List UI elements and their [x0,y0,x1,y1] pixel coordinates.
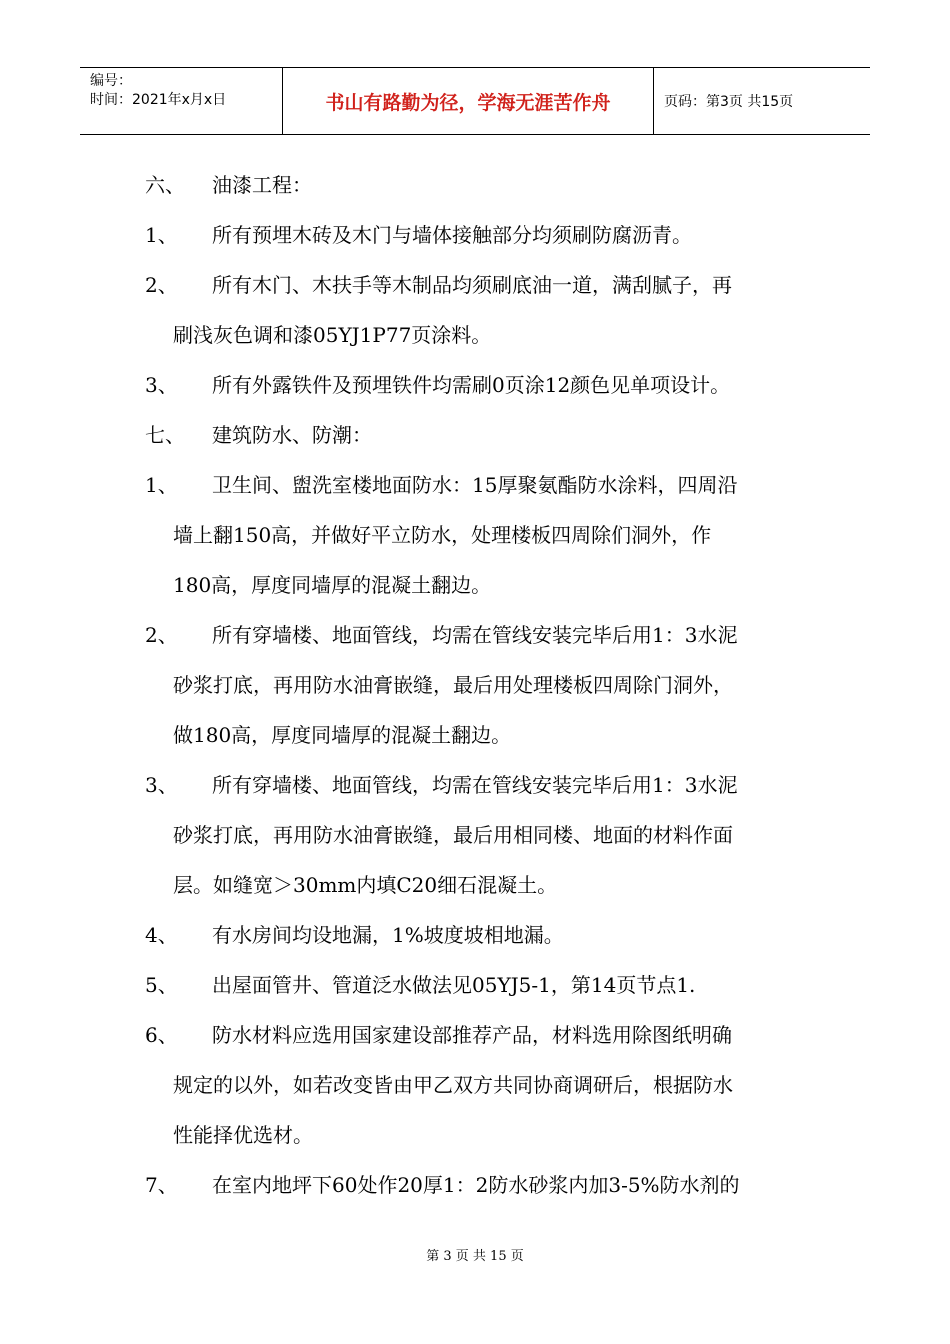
page-footer: 第 3 页 共 15 页 [426,1249,524,1264]
continuation-line [145,815,825,865]
item-number: 4、 [145,923,178,947]
continuation-line [145,665,825,715]
line-text: 建筑防水、防潮： [212,423,372,447]
numbered-line [145,415,825,465]
line-text: 性能择优选材。 [173,1123,313,1147]
header-motto: 书山有路勤为径，学海无涯苦作舟 [282,68,654,134]
item-number: 7、 [145,1173,178,1197]
numbered-line [145,465,825,515]
numbered-line [145,1015,825,1065]
line-text: 卫生间、盥洗室楼地面防水：15厚聚氨酯防水涂料，四周沿 [212,473,738,497]
numbered-line [145,765,825,815]
line-text: 墙上翻150高，并做好平立防水，处理楼板四周除们洞外，作 [173,523,712,547]
item-number: 5、 [145,973,178,997]
line-text: 砂浆打底，再用防水油膏嵌缝，最后用处理楼板四周除门洞外， [173,673,733,697]
continuation-line [145,715,825,765]
numbered-line [145,1165,825,1215]
line-text: 所有外露铁件及预埋铁件均需刷0页涂12颜色见单项设计。 [212,373,731,397]
line-text: 出屋面管井、管道泛水做法见05YJ5-1，第14页节点1. [212,973,696,997]
line-text: 做180高，厚度同墙厚的混凝土翻边。 [173,723,512,747]
line-text: 油漆工程： [212,173,312,197]
header-meta [80,68,282,134]
item-number: 1、 [145,223,178,247]
item-number: 2、 [145,623,178,647]
item-number: 3、 [145,373,178,397]
continuation-line [145,1115,825,1165]
item-number: 七、 [145,423,185,447]
line-text: 有水房间均设地漏，1%坡度坡相地漏。 [212,923,564,947]
item-number: 六、 [145,173,185,197]
line-text: 在室内地坪下60处作20厚1：2防水砂浆内加3-5%防水剂的 [212,1173,740,1197]
line-text: 所有木门、木扶手等木制品均须刷底油一道，满刮腻子，再 [212,273,732,297]
item-number: 1、 [145,473,178,497]
item-number: 6、 [145,1023,178,1047]
header-page-info: 页码：第3页 共15页 [664,94,794,110]
continuation-line [145,865,825,915]
line-text: 所有穿墙楼、地面管线，均需在管线安装完毕后用1：3水泥 [212,773,738,797]
numbered-line [145,165,825,215]
numbered-line [145,365,825,415]
line-text: 刷浅灰色调和漆05YJ1P77页涂料。 [173,323,492,347]
item-number: 3、 [145,773,178,797]
document-header [80,67,870,135]
number-label: 编号： [90,73,132,89]
numbered-line [145,615,825,665]
continuation-line [145,565,825,615]
line-text: 所有预埋木砖及木门与墙体接触部分均须刷防腐沥青。 [212,223,692,247]
line-text: 层。如缝宽＞30mm内填C20细石混凝土。 [173,873,558,897]
line-text: 砂浆打底，再用防水油膏嵌缝，最后用相同楼、地面的材料作面 [173,823,733,847]
continuation-line [145,315,825,365]
continuation-line [145,515,825,565]
numbered-line [145,265,825,315]
line-text: 规定的以外，如若改变皆由甲乙双方共同协商调研后，根据防水 [173,1073,733,1097]
item-number: 2、 [145,273,178,297]
time-label: 时间：2021年x月x日 [90,92,227,108]
line-text: 所有穿墙楼、地面管线，均需在管线安装完毕后用1：3水泥 [212,623,738,647]
numbered-line [145,915,825,965]
continuation-line [145,1065,825,1115]
numbered-line [145,965,825,1015]
document-body [145,165,825,1215]
line-text: 防水材料应选用国家建设部推荐产品，材料选用除图纸明确 [212,1023,732,1047]
line-text: 180高，厚度同墙厚的混凝土翻边。 [173,573,492,597]
numbered-line [145,215,825,265]
